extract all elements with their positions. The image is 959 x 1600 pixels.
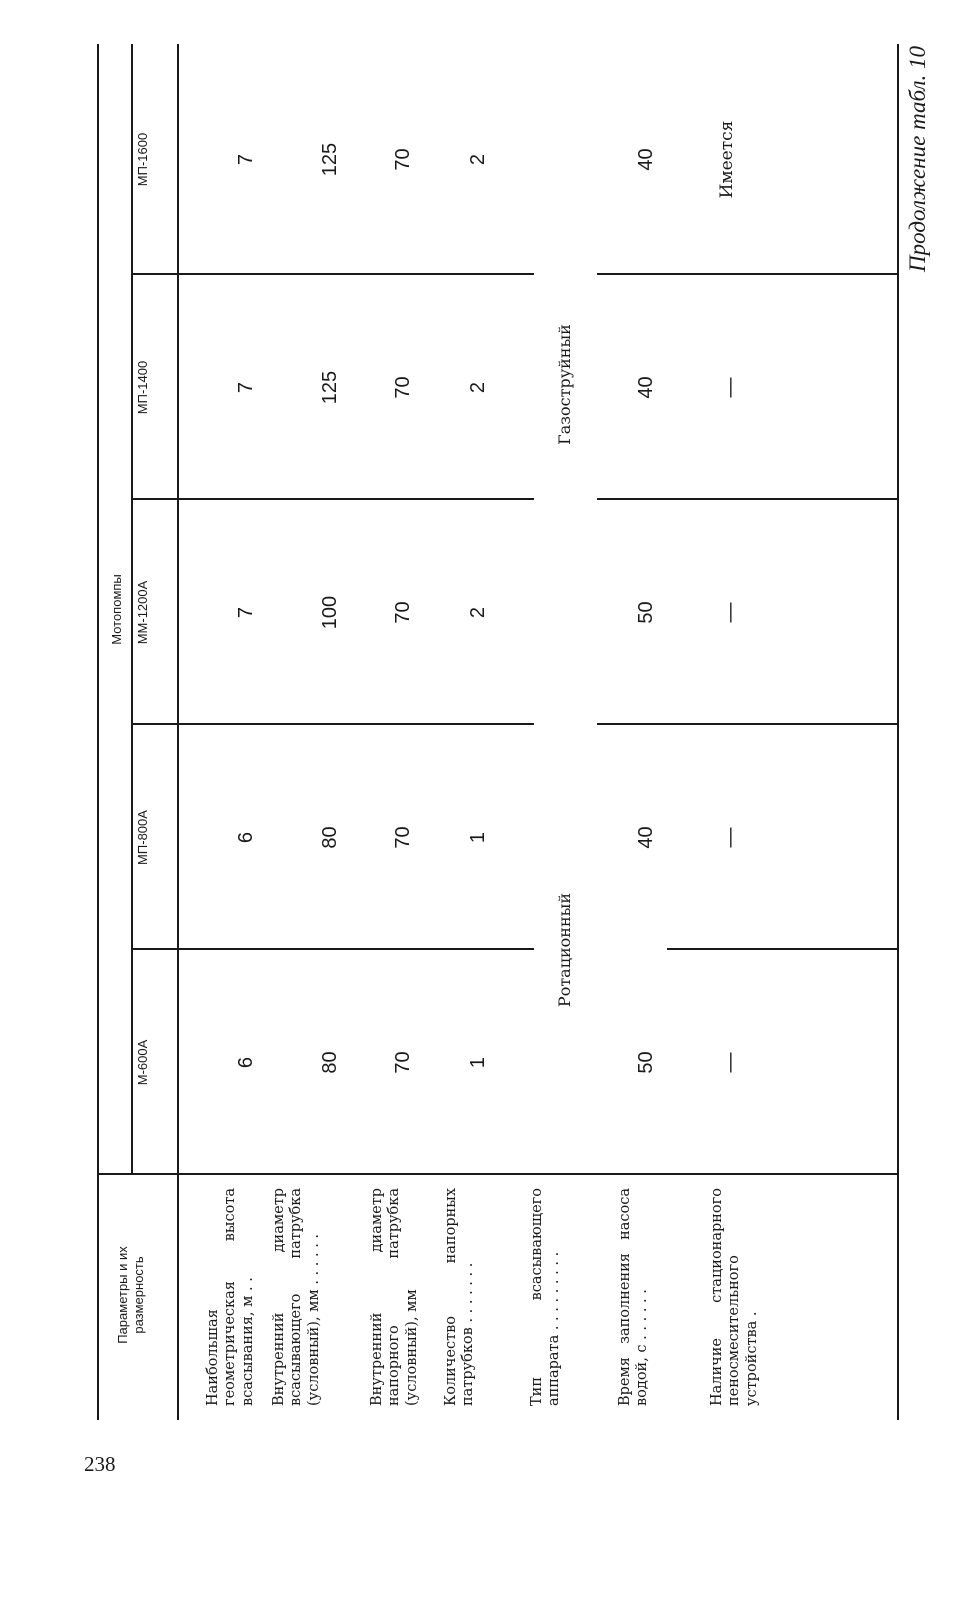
row-label-pressure-diameter: Внутренний диаметр напорного патрубка (условный), мм bbox=[369, 1188, 420, 1406]
cell-r5-c4: 40 bbox=[635, 148, 657, 171]
cell-r6-c2: — bbox=[719, 602, 741, 623]
column-header-m600a: М-600А bbox=[135, 1039, 150, 1086]
cell-r1-c1: 80 bbox=[319, 826, 341, 849]
cell-r1-c3: 125 bbox=[319, 370, 341, 405]
cell-r0-c2: 7 bbox=[235, 606, 257, 619]
row-label-fill-time: Время заполнения насоса водой, с . . . . . . bbox=[617, 1188, 651, 1406]
row-label-pressure-outlets: Количество напорных патрубков . . . . . . . bbox=[443, 1188, 477, 1406]
cell-r1-c0: 80 bbox=[319, 1051, 341, 1074]
cell-r3-c1: 1 bbox=[467, 831, 489, 844]
cell-r5-c3: 40 bbox=[635, 376, 657, 399]
cell-r0-c0: 6 bbox=[235, 1056, 257, 1069]
row-label-suction-diameter: Внутренний диаметр всасывающего патрубка (условный), мм . . . . . . bbox=[271, 1188, 322, 1406]
cell-r0-c4: 7 bbox=[235, 153, 257, 166]
cell-suction-type-rotary: Ротационный bbox=[555, 892, 574, 1008]
cell-r5-c0: 50 bbox=[635, 1051, 657, 1074]
cell-r2-c1: 70 bbox=[392, 826, 414, 849]
table-caption: Продолжение табл. 10 bbox=[905, 46, 930, 272]
group-header: Мотопомпы bbox=[109, 574, 124, 645]
cell-r5-c2: 50 bbox=[635, 601, 657, 624]
cell-r3-c2: 2 bbox=[467, 606, 489, 619]
cell-r1-c4: 125 bbox=[319, 142, 341, 177]
cell-r6-c0: — bbox=[719, 1052, 741, 1073]
rotated-table-page bbox=[97, 44, 930, 1420]
row-label-suction-height: Наибольшая геометрическая высота всасывания, м . . bbox=[205, 1188, 256, 1406]
column-header-mp800a: МП-800А bbox=[135, 810, 150, 865]
row-label-suction-device: Тип всасывающего аппарата . . . . . . . . . bbox=[529, 1188, 563, 1406]
column-header-mp1600: МП-1600 bbox=[135, 132, 150, 187]
cell-r2-c0: 70 bbox=[392, 1051, 414, 1074]
group-header-rule bbox=[131, 44, 133, 1175]
cell-r6-c3: — bbox=[719, 377, 741, 398]
cell-r0-c3: 7 bbox=[235, 381, 257, 394]
cell-r6-c1: — bbox=[719, 827, 741, 848]
page-number: 238 bbox=[84, 1452, 116, 1476]
param-column-rule bbox=[97, 1173, 899, 1175]
header-rule bbox=[177, 44, 179, 1420]
cell-r5-c1: 40 bbox=[635, 826, 657, 849]
cell-r1-c2: 100 bbox=[319, 595, 341, 630]
param-header: Параметры и их размерность bbox=[115, 1246, 147, 1344]
table-bottom-rule bbox=[897, 44, 899, 1420]
col-rule-1-b bbox=[667, 948, 899, 950]
cell-r6-c4: Имеется bbox=[717, 120, 737, 199]
cell-r2-c2: 70 bbox=[392, 601, 414, 624]
cell-r0-c1: 6 bbox=[235, 831, 257, 844]
cell-r3-c4: 2 bbox=[467, 153, 489, 166]
table-top-rule bbox=[97, 44, 99, 1420]
column-header-mp1400: МП-1400 bbox=[135, 360, 150, 415]
cell-r3-c0: 1 bbox=[467, 1056, 489, 1069]
cell-r3-c3: 2 bbox=[467, 381, 489, 394]
cell-r2-c3: 70 bbox=[392, 376, 414, 399]
row-label-foam-device: Наличие стационарного пеносмесительного устройства . bbox=[709, 1188, 760, 1406]
cell-r2-c4: 70 bbox=[392, 148, 414, 171]
cell-suction-type-gasjet: Газоструйный bbox=[555, 324, 574, 445]
column-header-mm1200a: ММ-1200А bbox=[135, 580, 150, 645]
